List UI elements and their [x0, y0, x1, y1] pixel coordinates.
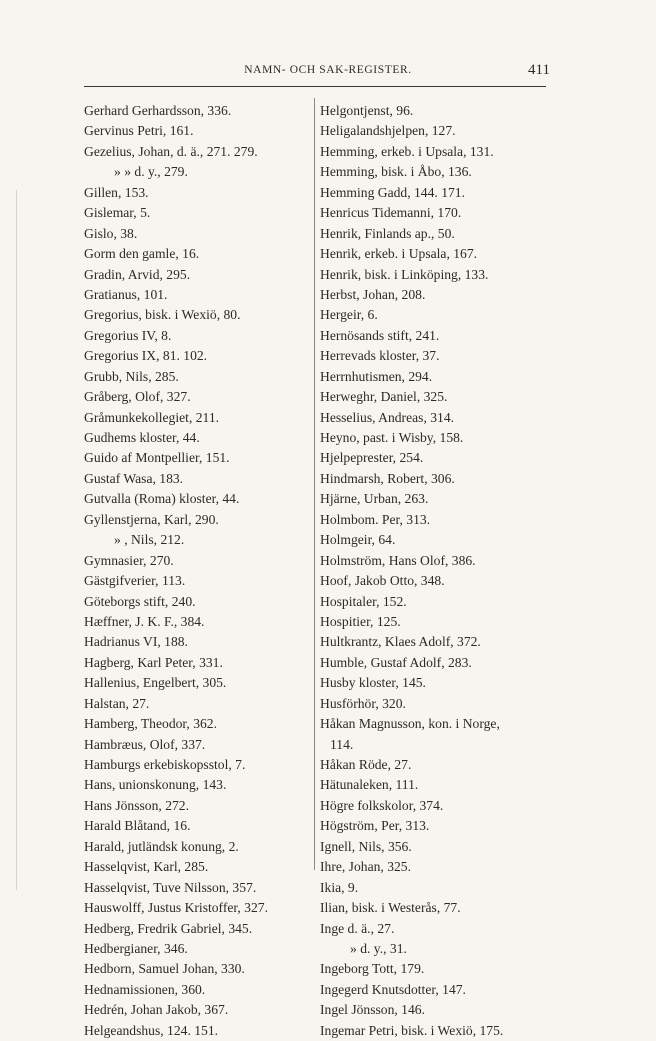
index-entry: Hergeir, 6.	[320, 307, 378, 323]
index-entry: Heligalandshjelpen, 127.	[320, 123, 456, 139]
index-entry: » » d. y., 279.	[114, 164, 188, 180]
index-entry: Gregorius IV, 8.	[84, 327, 172, 343]
index-entry: » d. y., 31.	[350, 940, 407, 956]
index-entry: Hamberg, Theodor, 362.	[84, 716, 217, 732]
index-entry: Ingegerd Knutsdotter, 147.	[320, 981, 466, 997]
index-entry: Hednamissionen, 360.	[84, 981, 206, 997]
index-entry: Guido af Montpellier, 151.	[84, 450, 230, 466]
index-entry: Gutvalla (Roma) kloster, 44.	[84, 491, 240, 507]
index-entry: Helgeandshus, 124. 151.	[84, 1022, 219, 1038]
index-entry: Halstan, 27.	[84, 695, 150, 711]
index-entry: Gratianus, 101.	[84, 286, 168, 302]
index-entry: Gillen, 153.	[84, 184, 149, 200]
index-entry: Husby kloster, 145.	[320, 675, 426, 691]
index-entry: 114.	[330, 736, 354, 752]
index-entry: Gervinus Petri, 161.	[84, 123, 194, 139]
index-entry: Henricus Tidemanni, 170.	[320, 205, 462, 221]
index-column-right	[320, 101, 556, 1041]
index-entry: Hæffner, J. K. F., 384.	[84, 613, 205, 629]
index-entry: Högström, Per, 313.	[320, 818, 430, 834]
index-entry: Hans, unionskonung, 143.	[84, 777, 227, 793]
index-entry: Hospitaler, 152.	[320, 593, 407, 609]
index-entry: Harald, jutländsk konung, 2.	[84, 838, 239, 854]
index-entry: Gustaf Wasa, 183.	[84, 470, 184, 486]
index-entry: Hadrianus VI, 188.	[84, 634, 188, 650]
index-entry: Humble, Gustaf Adolf, 283.	[320, 654, 472, 670]
index-entry: Ingeborg Tott, 179.	[320, 961, 425, 977]
index-entry: Gregorius IX, 81. 102.	[84, 348, 208, 364]
index-entry: Gråmunkekollegiet, 211.	[84, 409, 220, 425]
index-entry: Håkan Röde, 27.	[320, 757, 412, 772]
page-number: 411	[528, 62, 550, 78]
index-entry: Hauswolff, Justus Kristoffer, 327.	[84, 900, 268, 916]
index-entry: Ikia, 9.	[320, 879, 359, 895]
index-entry: Hasselqvist, Tuve Nilsson, 357.	[84, 879, 257, 895]
index-entry: Gråberg, Olof, 327.	[84, 389, 191, 405]
index-entry: Gregorius, bisk. i Wexiö, 80.	[84, 307, 241, 323]
index-entry: » , Nils, 212.	[114, 532, 185, 548]
index-entry: Håkan Magnusson, kon. i Norge,	[320, 716, 500, 732]
index-entry: Gezelius, Johan, d. ä., 271. 279.	[84, 143, 258, 159]
index-entry: Herbst, Johan, 208.	[320, 286, 426, 302]
index-entry: Hambræus, Olof, 337.	[84, 736, 206, 752]
index-entry: Gorm den gamle, 16.	[84, 246, 200, 262]
index-entry: Herweghr, Daniel, 325.	[320, 389, 448, 405]
index-entry: Ihre, Johan, 325.	[320, 859, 411, 875]
index-entry: Högre folkskolor, 374.	[320, 797, 444, 813]
index-entry: Hemming, erkeb. i Upsala, 131.	[320, 143, 494, 159]
index-entry: Holmgeir, 64.	[320, 532, 396, 548]
index-entry: Gymnasier, 270.	[84, 552, 174, 568]
index-entry: Gyllenstjerna, Karl, 290.	[84, 511, 219, 527]
index-entry: Henrik, bisk. i Linköping, 133.	[320, 266, 489, 282]
index-entry: Gerhard Gerhardsson, 336.	[84, 103, 232, 118]
index-entry: Heyno, past. i Wisby, 158.	[320, 430, 464, 445]
index-entry: Göteborgs stift, 240.	[84, 593, 196, 609]
index-entry: Helgontjenst, 96.	[320, 103, 414, 118]
index-entry: Herrevads kloster, 37.	[320, 348, 440, 364]
index-entry: Gislemar, 5.	[84, 205, 151, 221]
header-rule	[84, 86, 546, 87]
index-entry: Hjärne, Urban, 263.	[320, 491, 429, 507]
index-entry: Ignell, Nils, 356.	[320, 838, 412, 854]
index-entry: Ilian, bisk. i Westerås, 77.	[320, 900, 461, 916]
index-entry: Hemming, bisk. i Åbo, 136.	[320, 164, 472, 180]
index-entry: Hallenius, Engelbert, 305.	[84, 675, 227, 691]
index-entry: Harald Blåtand, 16.	[84, 818, 191, 834]
index-entry: Hätunaleken, 111.	[320, 777, 419, 793]
index-entry: Hagberg, Karl Peter, 331.	[84, 654, 223, 670]
index-entry: Husförhör, 320.	[320, 695, 406, 711]
index-entry: Herrnhutismen, 294.	[320, 368, 433, 384]
index-entry: Hospitier, 125.	[320, 613, 401, 629]
index-entry: Hasselqvist, Karl, 285.	[84, 859, 209, 875]
index-entry: Gudhems kloster, 44.	[84, 430, 200, 445]
index-entry: Henrik, Finlands ap., 50.	[320, 225, 455, 241]
index-entry: Holmbom. Per, 313.	[320, 511, 431, 527]
index-entry: Hedrén, Johan Jakob, 367.	[84, 1002, 229, 1018]
index-entry: Hindmarsh, Robert, 306.	[320, 470, 455, 486]
index-entry: Inge d. ä., 27.	[320, 920, 395, 936]
index-entry: Hans Jönsson, 272.	[84, 797, 189, 813]
index-entry: Hemming Gadd, 144. 171.	[320, 184, 465, 200]
index-entry: Hedberg, Fredrik Gabriel, 345.	[84, 920, 253, 936]
index-entry: Hamburgs erkebiskopsstol, 7.	[84, 757, 246, 772]
index-entry: Hjelpeprester, 254.	[320, 450, 424, 466]
running-header-title: NAMN- OCH SAK-REGISTER.	[244, 64, 412, 76]
index-entry: Hernösands stift, 241.	[320, 327, 440, 343]
index-entry: Grubb, Nils, 285.	[84, 368, 179, 384]
index-entry: Hedbergianer, 346.	[84, 940, 188, 956]
index-entry: Henrik, erkeb. i Upsala, 167.	[320, 246, 478, 262]
index-entry: Hesselius, Andreas, 314.	[320, 409, 455, 425]
index-entry: Hoof, Jakob Otto, 348.	[320, 573, 445, 589]
column-divider	[314, 98, 315, 870]
index-entry: Holmström, Hans Olof, 386.	[320, 552, 476, 568]
index-entry: Ingemar Petri, bisk. i Wexiö, 175.	[320, 1022, 504, 1038]
index-entry: Gradin, Arvid, 295.	[84, 266, 191, 282]
index-entry: Ingel Jönsson, 146.	[320, 1002, 425, 1018]
index-entry: Hultkrantz, Klaes Adolf, 372.	[320, 634, 481, 650]
index-entry: Gislo, 38.	[84, 225, 138, 241]
index-entry: Hedborn, Samuel Johan, 330.	[84, 961, 245, 977]
index-entry: Gästgifverier, 113.	[84, 573, 186, 589]
margin-line	[16, 190, 17, 890]
index-column-left	[84, 101, 316, 1041]
